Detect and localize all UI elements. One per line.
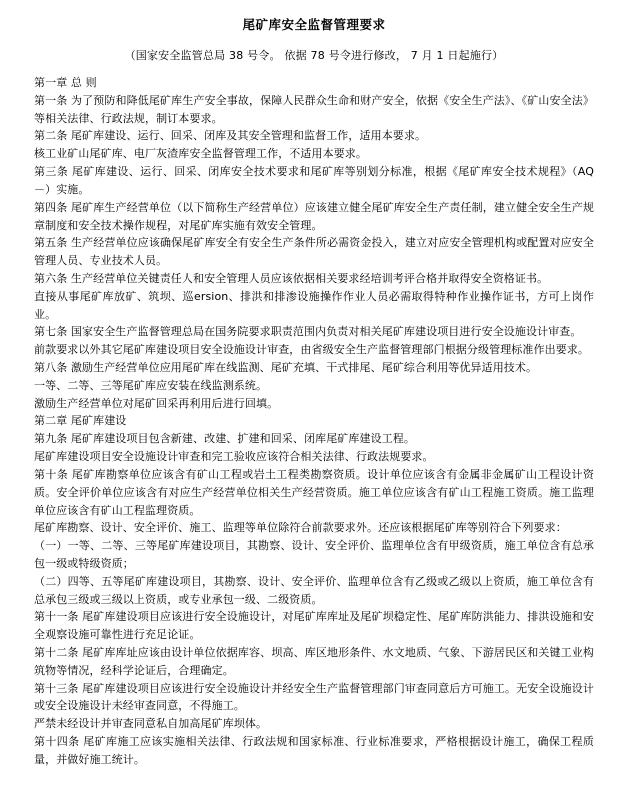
paragraph: （二）四等、五等尾矿库建设项目，其勘察、设计、安全评价、监理单位含有乙级或乙级以上资质，施工单位含有总承包三级或三级以上资质，或专业承包一级、二级资质。 — [34, 574, 594, 606]
paragraph: 第五条 生产经营单位应该确保尾矿库安全有安全生产条件所必需资金投入，建立对应安全管理机构或配置对应安全管理人员、专业技术人员。 — [34, 236, 594, 268]
paragraph: 核工业矿山尾矿库、电厂灰渣库安全监督管理工作，不适用本要求。 — [34, 147, 367, 161]
paragraph: 第十一条 尾矿库建设项目应该进行安全设施设计，对尾矿库库址及尾矿坝稳定性、尾矿库防洪能力、排洪设施和安全观察设施可靠性进行充足论证。 — [34, 610, 594, 642]
paragraph: 直接从事尾矿库放矿、筑坝、巡ersion、排洪和排渗设施操作作业人员必需取得特种作业操作证书，方可上岗作业。 — [34, 289, 594, 321]
paragraph: 激励生产经营单位对尾矿回采再利用后进行回填。 — [34, 396, 279, 410]
paragraph: 第七条 国家安全生产监督管理总局在国务院要求职责范围内负责对相关尾矿库建设项目进行安全设施设计审查。 — [34, 325, 582, 339]
paragraph: 第六条 生产经营单位关键责任人和安全管理人员应该依据相关要求经培训考评合格并取得安全资格证书。 — [34, 271, 549, 285]
paragraph: 第四条 尾矿库生产经营单位（以下简称生产经营单位）应该建立健全尾矿库安全生产责任制，建立健全安全生产规章制度和安全技术操作规程，对尾矿库实施有效安全管理。 — [34, 200, 594, 232]
paragraph: 尾矿库勘察、设计、安全评价、施工、监理等单位除符合前款要求外。还应该根据尾矿库等别符合下列要求： — [34, 521, 567, 535]
paragraph: 第九条 尾矿库建设项目包含新建、改建、扩建和回采、闭库尾矿库建设工程。 — [34, 432, 415, 446]
paragraph: （一）一等、二等、三等尾矿库建设项目，其勘察、设计、安全评价、监理单位含有甲级资质，施工单位含有总承包一级或特级资质； — [34, 539, 594, 570]
paragraph: 第十二条 尾矿库库址应该由设计单位依据库容、坝高、库区地形条件、水文地质、气象、下游居民区和关键工业构筑物等情况，经科学论证后，合理确定。 — [34, 646, 594, 677]
paragraph: 第三条 尾矿库建设、运行、回采、闭库安全技术要求和尾矿库等别划分标准，根据《尾矿库安全技术规程》（AQ－）实施。 — [34, 165, 594, 196]
paragraph: 第八条 激励生产经营单位应用尾矿库在线监测、尾矿充填、干式排尾、尾矿综合利用等优异适用技术。 — [34, 361, 538, 374]
paragraph: 一等、二等、三等尾矿库应安装在线监测系统。 — [34, 378, 268, 392]
chapter-heading: 第二章 尾矿库建设 — [34, 414, 127, 428]
paragraph: 严禁未经设计并审查同意私自加高尾矿库坝体。 — [34, 717, 268, 731]
paragraph: 尾矿库建设项目安全设施设计审查和完工验收应该符合相关法律、行政法规要求。 — [34, 450, 434, 464]
page-title: 尾矿库安全监督管理要求 — [242, 17, 386, 32]
document-subtitle: （国家安全监管总局 38 号令。 依据 78 号令进行修改， 7 月 1 日起施行） — [124, 48, 504, 62]
paragraph: 第一条 为了预防和降低尾矿库生产安全事故，保障人民群众生命和财产安全，依据《安全生产法》、《矿山安全法》等相关法律、行政法规，制订本要求。 — [34, 93, 594, 125]
chapter-heading: 第一章 总 则 — [34, 76, 97, 89]
paragraph: 第十四条 尾矿库施工应该实施相关法律、行政法规和国家标准、行业标准要求，严格根据设计施工，确保工程质量，并做好施工统计。 — [34, 735, 594, 766]
paragraph: 第十三条 尾矿库建设项目应该进行安全设施设计并经安全生产监督管理部门审查同意后方可施工。无安全设施设计或安全设施设计未经审查同意，不得施工。 — [34, 681, 594, 713]
paragraph: 第二条 尾矿库建设、运行、回采、闭库及其安全管理和监督工作，适用本要求。 — [34, 129, 427, 143]
paragraph: 第十条 尾矿库勘察单位应该含有矿山工程或岩土工程类勘察资质。设计单位应该含有金属非金属矿山工程设计资质。安全评价单位应该含有对应生产经营单位相关生产经营资质。施工单位应该含有矿山工程施工资质。施工监理单位应该含有矿山工程监理资质。 — [34, 467, 594, 517]
paragraph: 前款要求以外其它尾矿库建设项目安全设施设计审查，由省级安全生产监督管理部门根据分级管理标准作出要求。 — [34, 343, 589, 357]
